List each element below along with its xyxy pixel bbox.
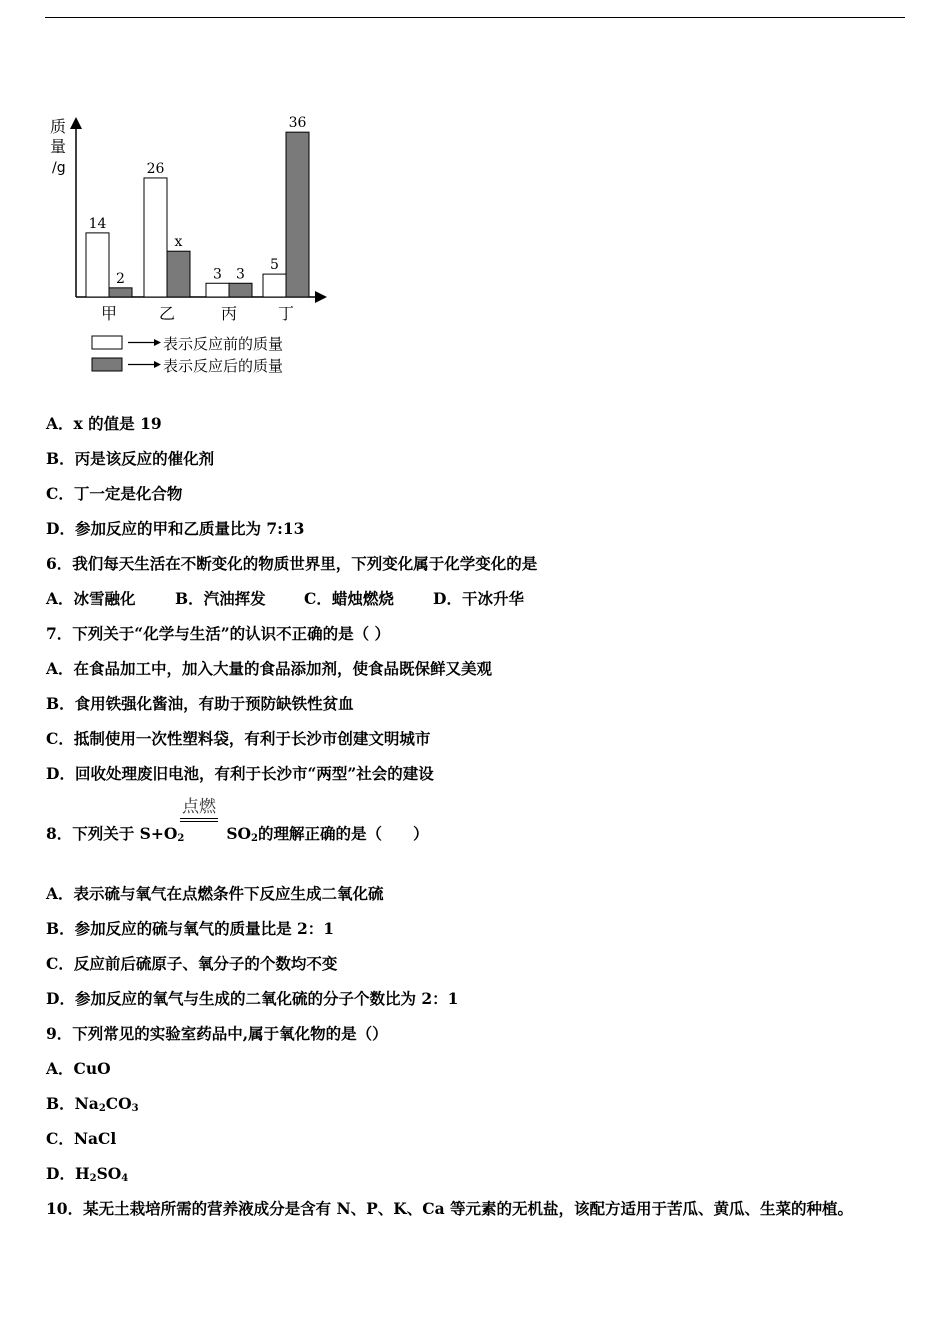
category-label-2: 丙	[220, 304, 238, 323]
data-label-after-2: 3	[236, 266, 245, 283]
q5-option-d: D．参加反应的甲和乙质量比为 7:13	[46, 519, 305, 538]
q8-option-c: C．反应前后硫原子、氧分子的个数均不变	[46, 954, 338, 973]
q5-option-a: A．x 的值是 19	[46, 414, 162, 433]
q8-option-b: B．参加反应的硫与氧气的质量比是 2：1	[46, 919, 335, 938]
legend-arrow-head-0	[154, 339, 161, 346]
q6-option-d: D．干冰升华	[433, 589, 524, 608]
data-label-after-0: 2	[116, 270, 125, 287]
bar-after-0	[109, 288, 132, 297]
q8-option-d: D．参加反应的氧气与生成的二氧化硫的分子个数比为 2：1	[46, 989, 459, 1008]
y-axis-label-2: 量	[50, 137, 67, 156]
y-axis-label-3: /g	[52, 160, 66, 176]
data-label-before-3: 5	[270, 257, 279, 274]
category-label-1: 乙	[158, 304, 176, 323]
q10-stem: 10．某无土栽培所需的营养液成分是含有 N、P、K、Ca 等元素的无机盐，该配方适用于苦瓜、黄瓜、生菜的种植。	[46, 1199, 854, 1218]
mass-bar-chart	[40, 100, 340, 380]
q9-option-b: B．$Na_2CO_3$	[46, 1094, 139, 1114]
legend-swatch-1	[92, 358, 122, 371]
condition-label: 点燃	[182, 797, 216, 817]
data-label-before-0: 14	[88, 215, 107, 232]
bar-before-3	[263, 274, 286, 297]
q5-option-b: B．丙是该反应的催化剂	[46, 449, 215, 468]
bar-before-0	[86, 233, 109, 297]
bar-after-1	[167, 251, 190, 297]
q9-option-c: C．NaCl	[46, 1129, 117, 1148]
bar-after-2	[229, 283, 252, 297]
data-label-after-3: 36	[288, 115, 307, 132]
q6-option-b: B．汽油挥发	[175, 589, 266, 608]
q6-options	[46, 587, 524, 609]
bar-after-3	[286, 132, 309, 297]
data-label-before-1: 26	[146, 160, 165, 177]
q9-option-a: A．CuO	[46, 1059, 111, 1078]
q7-option-c: C．抵制使用一次性塑料袋，有利于长沙市创建文明城市	[46, 729, 431, 748]
q8-option-a: A．表示硫与氧气在点燃条件下反应生成二氧化硫	[46, 884, 384, 903]
q5-option-c: C．丁一定是化合物	[46, 484, 183, 503]
q7-stem: 7．下列关于“化学与生活”的认识不正确的是（ ）	[46, 624, 391, 643]
category-label-3: 丁	[277, 304, 295, 323]
category-label-0: 甲	[100, 304, 118, 323]
q9-stem: 9．下列常见的实验室药品中,属于氧化物的是（）	[46, 1024, 388, 1043]
q6-stem: 6．我们每天生活在不断变化的物质世界里，下列变化属于化学变化的是	[46, 554, 538, 573]
q6-option-a: A．冰雪融化	[46, 589, 136, 608]
legend-label-1: 表示反应后的质量	[163, 357, 284, 375]
legend-label-0: 表示反应前的质量	[163, 335, 284, 353]
data-label-after-1: x	[174, 234, 183, 251]
q8-stem: 8．下列关于 $S+O_2$ $SO_2$的理解正确的是（ ）	[46, 824, 429, 844]
q7-option-d: D．回收处理废旧电池，有利于长沙市“两型”社会的建设	[46, 764, 434, 783]
y-axis-label-1: 质	[50, 117, 67, 136]
q7-option-b: B．食用铁强化酱油，有助于预防缺铁性贫血	[46, 694, 354, 713]
bar-before-2	[206, 283, 229, 297]
q6-option-c: C．蜡烛燃烧	[304, 589, 394, 608]
data-label-before-2: 3	[213, 266, 222, 283]
header-rule	[45, 17, 905, 18]
q9-option-d: D．$H_2SO_4$	[46, 1164, 129, 1184]
reaction-condition	[180, 792, 218, 822]
bar-before-1	[144, 178, 167, 297]
legend-arrow-head-1	[154, 361, 161, 368]
q7-option-a: A．在食品加工中，加入大量的食品添加剂，使食品既保鲜又美观	[46, 659, 493, 678]
legend-swatch-0	[92, 336, 122, 349]
